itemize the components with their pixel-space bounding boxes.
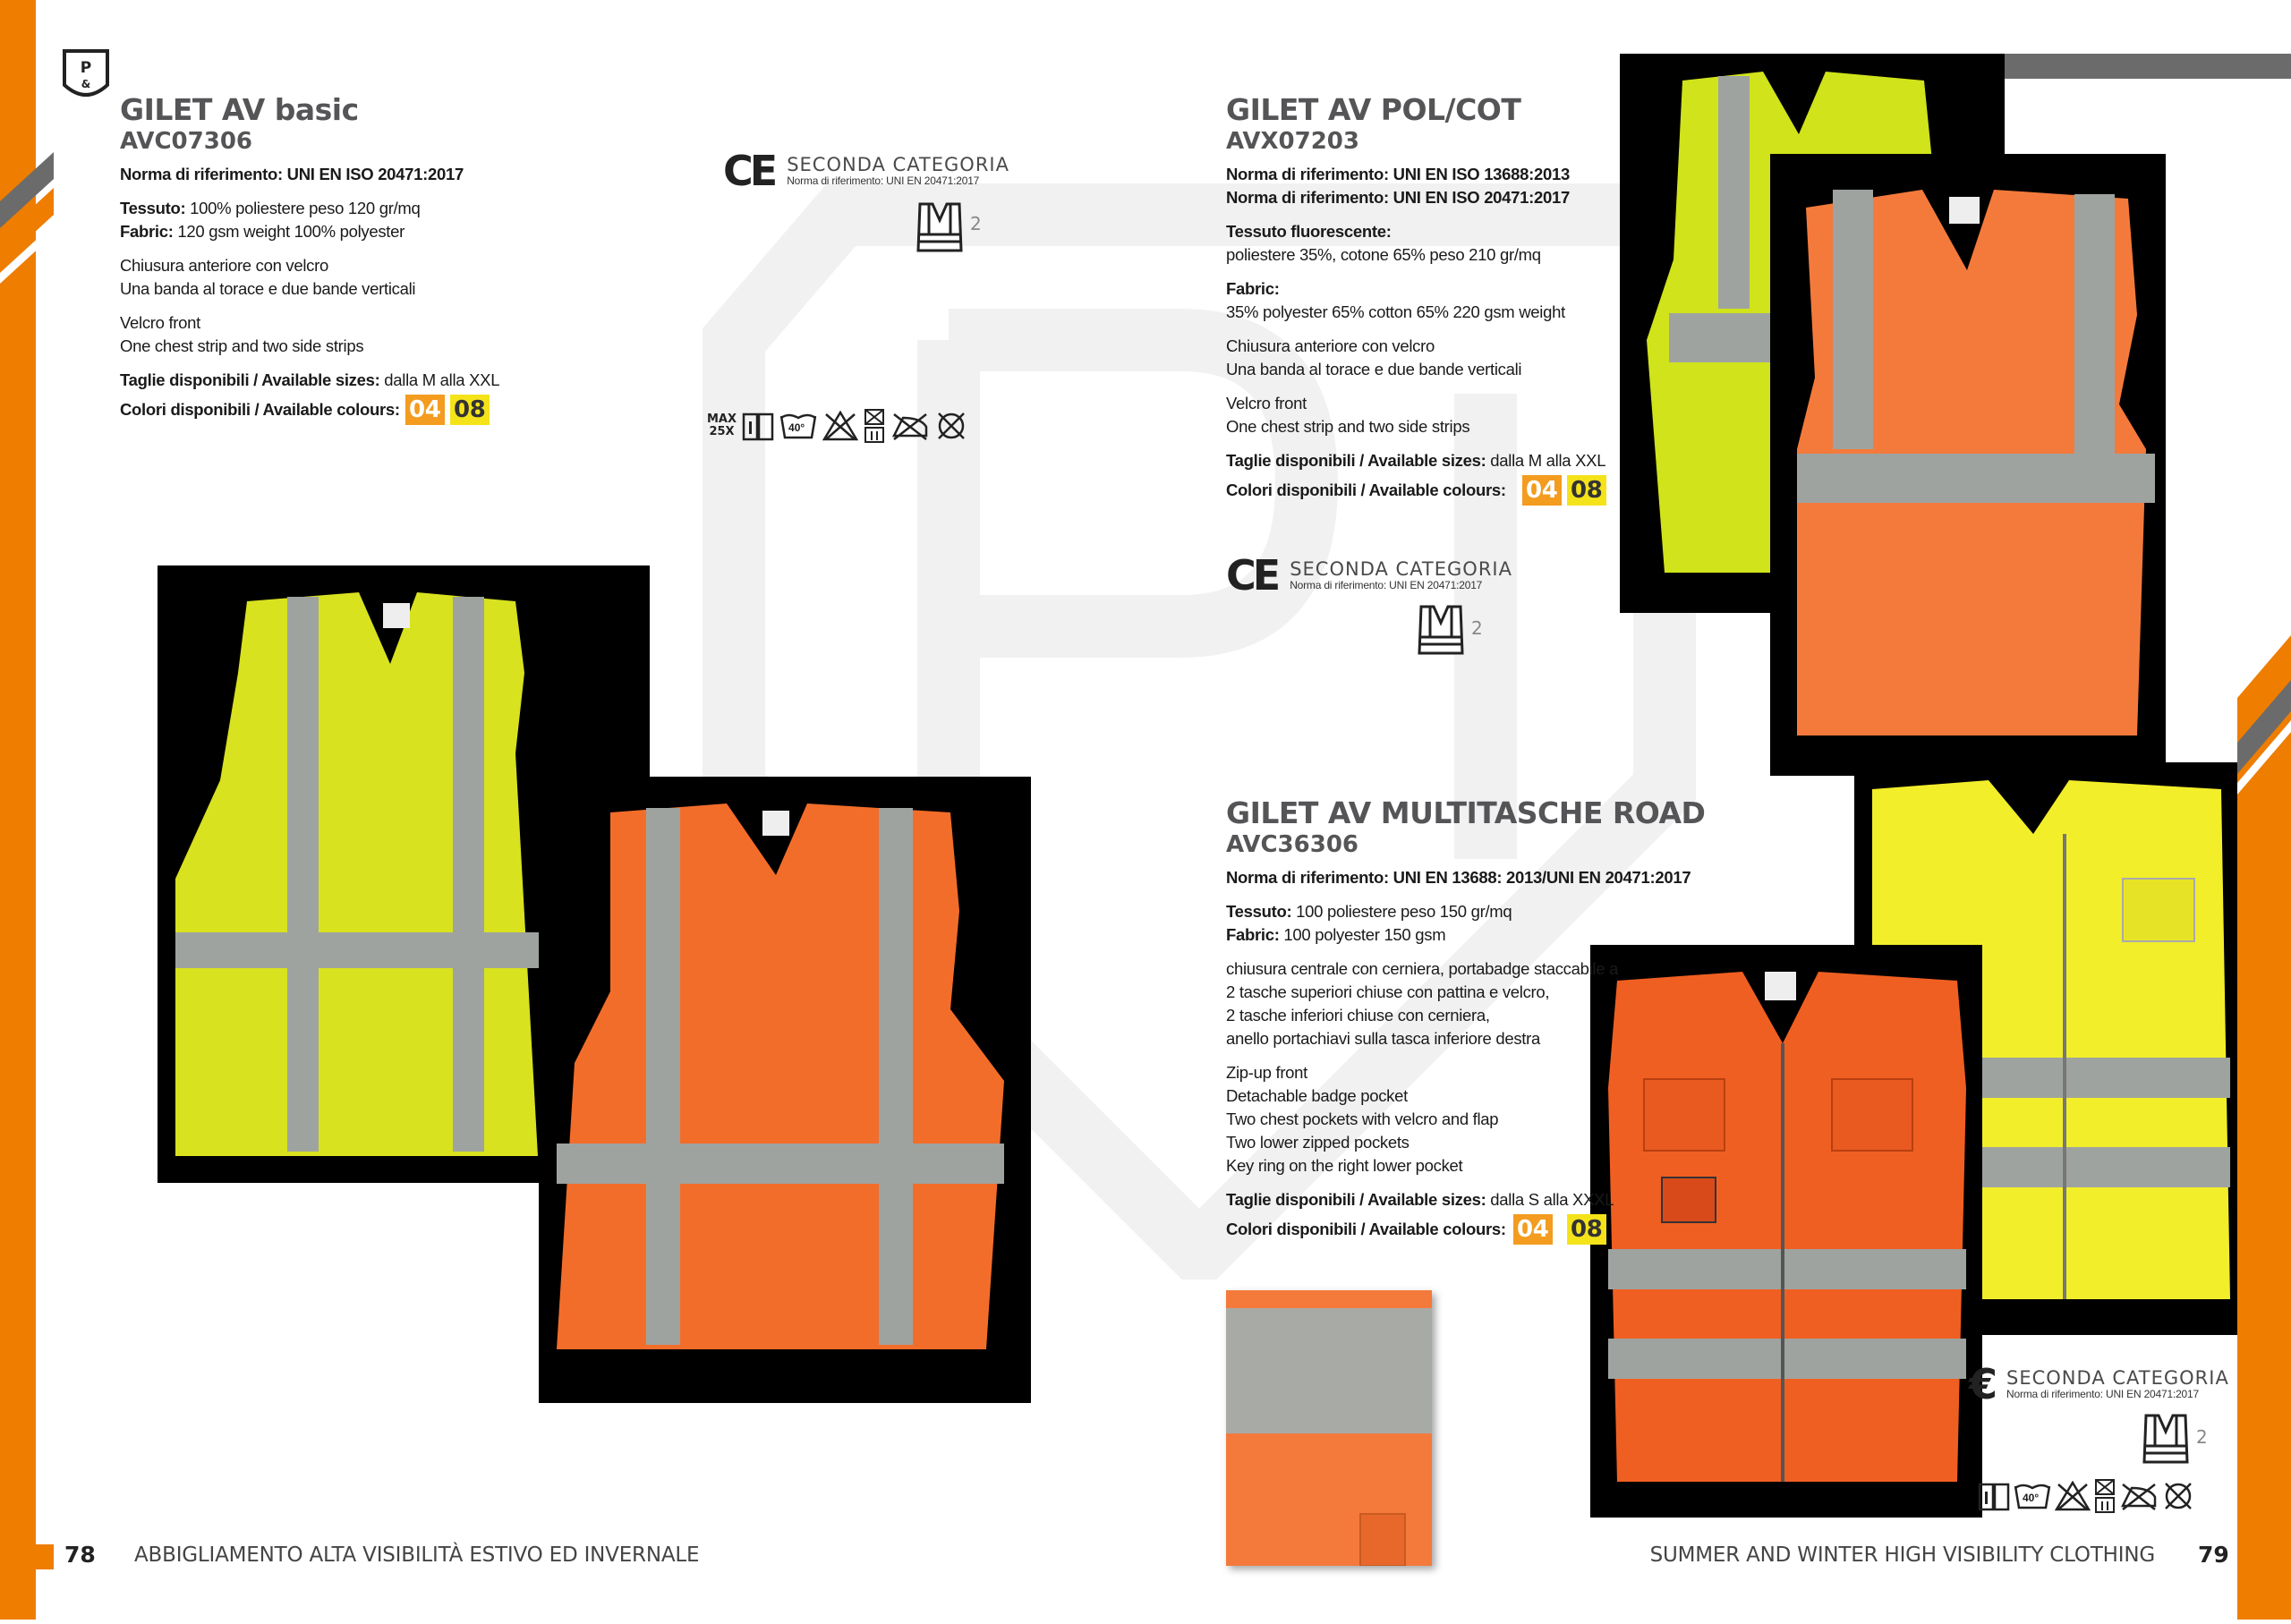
hi-vis-vest-class-icon	[1414, 601, 1468, 657]
read-instructions-icon	[742, 411, 774, 441]
tessuto-label: Tessuto fluorescente:	[1226, 222, 1392, 241]
care-icons-left	[707, 408, 967, 444]
colour-chip-orange: 04	[1513, 1214, 1553, 1245]
right-edge-decoration	[2237, 626, 2291, 1620]
fabric-label: Fabric:	[1226, 925, 1280, 944]
no-dry-clean-icon	[935, 410, 967, 442]
svg-text:P: P	[80, 59, 92, 77]
no-tumble-dry-icon	[2094, 1478, 2116, 1514]
vest-class-number: 2	[970, 213, 982, 234]
tessuto-label: Tessuto:	[120, 199, 186, 217]
desc-en-2: Detachable badge pocket	[1226, 1086, 1408, 1105]
desc-it-2: Una banda al torace e due bande verticali	[120, 279, 416, 298]
page-number-right: 79	[2198, 1542, 2229, 1568]
max-wash-icon: MAX 25X	[707, 412, 737, 438]
product-gilet-av-basic	[120, 93, 499, 428]
ce-norm: Norma di riferimento: UNI EN 20471:2017	[2006, 1388, 2199, 1400]
fabric-label: Fabric:	[120, 222, 174, 241]
wash-40-icon: 40°	[2014, 1481, 2051, 1511]
fabric-value: 120 gsm weight 100% polyester	[173, 222, 405, 241]
tessuto-value: poliestere 35%, cotone 65% peso 210 gr/mq	[1226, 245, 1541, 264]
photo-orange-polcot-vest	[1770, 154, 2166, 776]
desc-it-1: chiusura centrale con cerniera, portabadge staccabile a	[1226, 959, 1619, 978]
product-code: AVC36306	[1226, 831, 1359, 858]
desc-en-1: Velcro front	[1226, 394, 1307, 412]
ce-mark-icon: CE	[1226, 551, 1278, 599]
ce-certification-polcot	[1226, 551, 1512, 599]
desc-it-3: 2 tasche inferiori chiuse con cerniera,	[1226, 1006, 1490, 1025]
desc-en-5: Key ring on the right lower pocket	[1226, 1156, 1463, 1175]
product-title: GILET AV POL/COT	[1226, 92, 1521, 127]
desc-it-2: 2 tasche superiori chiuse con pattina e velcro,	[1226, 982, 1550, 1001]
product-code: AVX07203	[1226, 128, 1359, 155]
fabric-label: Fabric:	[1226, 279, 1280, 298]
hi-vis-vest-class-icon	[2139, 1410, 2193, 1466]
desc-it-1: Chiusura anteriore con velcro	[1226, 336, 1435, 355]
product-gilet-av-polcot	[1226, 93, 1606, 508]
page-number-left: 78	[64, 1542, 96, 1568]
product-norm: Norma di riferimento: UNI EN 13688: 2013/UNI EN 20471:2017	[1226, 868, 1691, 887]
product-code: AVC07306	[120, 128, 253, 155]
product-title: GILET AV basic	[120, 92, 359, 127]
no-iron-icon	[2119, 1481, 2159, 1511]
colour-chip-yellow: 08	[1567, 1214, 1606, 1245]
desc-en-2: One chest strip and two side strips	[120, 336, 364, 355]
ce-certification-left	[723, 147, 1009, 195]
ce-norm: Norma di riferimento: UNI EN 20471:2017	[787, 174, 980, 187]
colours-label: Colori disponibili / Available colours:	[1226, 1220, 1506, 1238]
left-edge-decoration	[0, 0, 54, 1620]
desc-en-2: One chest strip and two side strips	[1226, 417, 1470, 436]
desc-it-4: anello portachiavi sulla tasca inferiore destra	[1226, 1029, 1540, 1048]
sizes-label: Taglie disponibili / Available sizes:	[1226, 451, 1486, 470]
sizes-value: dalla M alla XXL	[1486, 451, 1606, 470]
colour-chip-orange: 04	[1522, 475, 1562, 506]
sizes-value: dalla M alla XXL	[379, 370, 500, 389]
fabric-value: 100 polyester 150 gsm	[1279, 925, 1446, 944]
product-norm: Norma di riferimento: UNI EN ISO 20471:2017	[120, 165, 464, 183]
ce-category: SECONDA CATEGORIA	[787, 154, 1009, 175]
ce-category: SECONDA CATEGORIA	[2006, 1367, 2229, 1389]
desc-it-2: Una banda al torace e due bande verticali	[1226, 360, 1522, 378]
ce-category: SECONDA CATEGORIA	[1290, 558, 1512, 580]
tessuto-value: 100 poliestere peso 150 gr/mq	[1291, 902, 1512, 921]
no-tumble-dry-icon	[864, 408, 885, 444]
ce-certification-multitasche	[1969, 1360, 2229, 1408]
no-bleach-icon	[822, 411, 858, 441]
fabric-value: 35% polyester 65% cotton 65% 220 gsm weight	[1226, 302, 1565, 321]
vest-class-number: 2	[1471, 617, 1483, 639]
svg-text:&: &	[81, 78, 91, 90]
colour-chip-yellow: 08	[1567, 475, 1606, 506]
desc-en-3: Two chest pockets with velcro and flap	[1226, 1110, 1499, 1128]
product-title: GILET AV MULTITASCHE ROAD	[1226, 795, 1706, 830]
desc-en-1: Velcro front	[120, 313, 200, 332]
product-norm-2: Norma di riferimento: UNI EN ISO 20471:2017	[1226, 188, 1570, 207]
ce-mark-icon: €	[1969, 1360, 1995, 1408]
photo-fabric-detail	[1226, 1290, 1432, 1566]
sizes-label: Taglie disponibili / Available sizes:	[1226, 1190, 1486, 1209]
colours-label: Colori disponibili / Available colours:	[120, 400, 400, 419]
sizes-value: dalla S alla XXXL	[1486, 1190, 1614, 1209]
tessuto-value: 100% poliestere peso 120 gr/mq	[185, 199, 421, 217]
colours-label: Colori disponibili / Available colours:	[1226, 480, 1506, 499]
vest-class-number: 2	[2196, 1426, 2208, 1448]
footer-caption-right: SUMMER AND WINTER HIGH VISIBILITY CLOTHING	[1649, 1543, 2155, 1567]
product-gilet-av-multitasche-road	[1226, 796, 1705, 1247]
footer-accent-bar-left	[0, 1544, 54, 1569]
no-dry-clean-icon	[2162, 1480, 2194, 1512]
product-norm-1: Norma di riferimento: UNI EN ISO 13688:2013	[1226, 165, 1570, 183]
sizes-label: Taglie disponibili / Available sizes:	[120, 370, 380, 389]
desc-en-1: Zip-up front	[1226, 1063, 1307, 1082]
photo-orange-vest	[539, 777, 1031, 1403]
care-icons-right	[1978, 1478, 2194, 1514]
brand-shield-icon	[63, 49, 109, 103]
no-bleach-icon	[2055, 1481, 2091, 1511]
ce-mark-icon: CE	[723, 147, 775, 195]
no-iron-icon	[890, 411, 930, 441]
desc-it-1: Chiusura anteriore con velcro	[120, 256, 328, 275]
tessuto-label: Tessuto:	[1226, 902, 1292, 921]
desc-en-4: Two lower zipped pockets	[1226, 1133, 1410, 1152]
read-instructions-icon	[1978, 1481, 2010, 1511]
wash-40-icon: 40°	[779, 411, 817, 441]
colour-chip-orange: 04	[405, 395, 445, 425]
ce-norm: Norma di riferimento: UNI EN 20471:2017	[1290, 579, 1483, 591]
footer-caption-left: ABBIGLIAMENTO ALTA VISIBILITÀ ESTIVO ED INVERNALE	[134, 1543, 700, 1567]
colour-chip-yellow: 08	[450, 395, 490, 425]
top-right-grey-bar	[2005, 54, 2291, 79]
